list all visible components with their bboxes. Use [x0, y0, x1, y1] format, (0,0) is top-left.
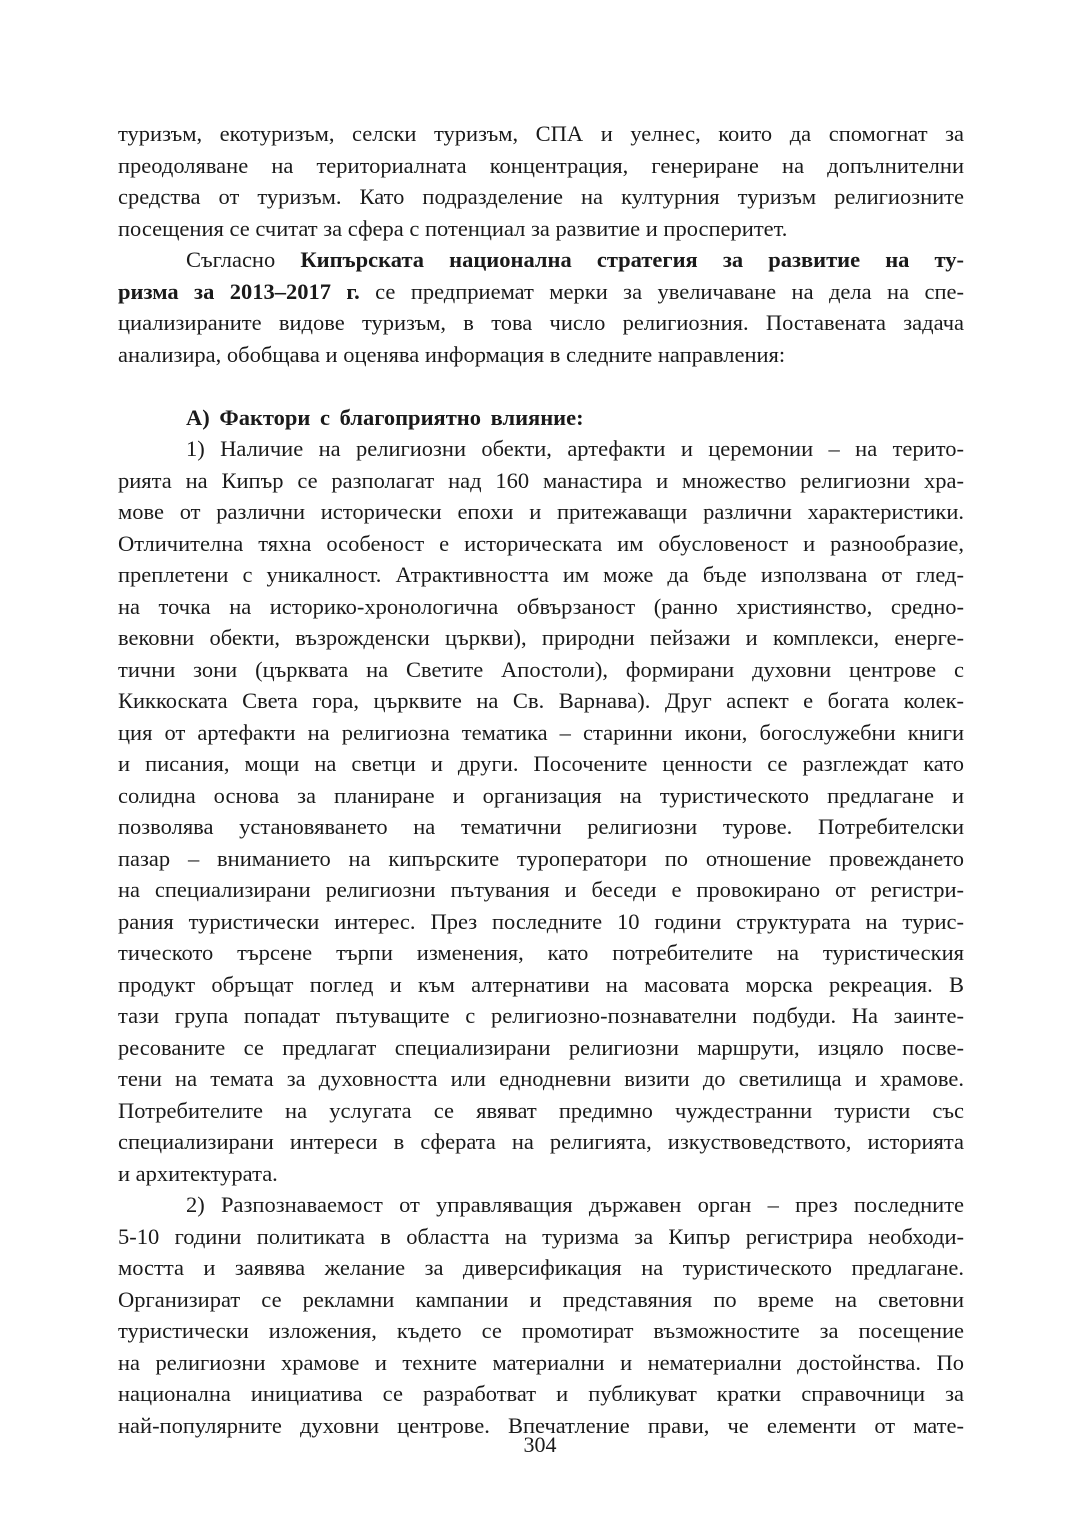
text-line: на специализирани религиозни пътувания и беседи е провокирано от регистри-: [118, 877, 964, 902]
text-line: [118, 276, 964, 308]
blank-line: [118, 370, 964, 402]
text-line: и писания, мощи на светци и други. Посочените ценности се разглеждат като: [118, 751, 964, 776]
text-line: позволява установяването на тематични религиозни турове. Потребителски: [118, 814, 964, 839]
text-line: на точка на историко-хронологична обвързаност (ранно християнство, средно-: [118, 593, 964, 619]
text-line: анализира, обобщава и оценява информация в следните направления:: [118, 341, 786, 367]
text-line: Отличителна тяхна особеност е историческата им обусловеност и разнообразие,: [118, 530, 964, 556]
strategy-title: Кипърската национална стратегия за развитие на ту-: [300, 247, 964, 272]
strategy-title-continued: ризма за 2013–2017 г.: [118, 278, 360, 304]
text-line: туристически изложения, където се промотират възможностите за посещение: [118, 1318, 964, 1343]
text-line: рания туристически интерес. През последните 10 години структурата на турис-: [118, 908, 964, 934]
text-line: на религиозни храмове и техните материални и нематериални достойнства. По: [118, 1349, 964, 1375]
text-line: Потребителите на услугата се явяват предимно чуждестранни туристи със: [118, 1097, 964, 1123]
paragraph-item-2: [118, 1189, 964, 1441]
text-line: 5-10 години политиката в областта на туризма за Кипър регистрира необходи-: [118, 1223, 964, 1249]
text-line: солидна основа за планиране и организация на туристическото предлагане и: [118, 782, 964, 808]
text-line: туризъм, екотуризъм, селски туризъм, СПА и уелнес, които да спомогнат за: [118, 121, 964, 146]
text-line: и архитектурата.: [118, 1160, 278, 1186]
text-line: тическото търсене търпи изменения, като потребителите на туристическия: [118, 940, 964, 965]
text-line: преплетени с уникалност. Атрактивността им може да бъде използвана от глед-: [118, 562, 964, 587]
text-line: продукт обръщат поглед и към алтернативи на масовата морска рекреация. В: [118, 971, 964, 997]
paragraph-strategy: [118, 244, 964, 370]
text-line: 1) Наличие на религиозни обекти, артефакти и церемонии – на терито-: [186, 436, 964, 461]
text-line: ресованите се предлагат специализирани религиозни маршрути, изцяло посве-: [118, 1034, 964, 1060]
text-line: 2) Разпознаваемост от управляващия държавен орган – през последните: [186, 1192, 964, 1217]
text-line: тази група попадат пътуващите с религиозно-познавателни подбуди. На заинте-: [118, 1003, 964, 1028]
text-line: най-популярните духовни центрове. Впечатление прави, че елементи от мате-: [118, 1412, 964, 1438]
text-line: ция от артефакти на религиозна тематика – старинни икони, богослужебни книги: [118, 719, 964, 745]
text-line: посещения се считат за сфера с потенциал за развитие и просперитет.: [118, 215, 788, 241]
text-line: пазар – вниманието на кипърските туроператори по отношение провеждането: [118, 845, 964, 871]
page-body: [118, 118, 964, 1441]
section-heading: А) Фактори с благоприятно влияние:: [186, 404, 584, 430]
text-line: мове от различни исторически епохи и притежаващи различни характеристики.: [118, 499, 964, 524]
text-line: средства от туризъм. Като подразделение на културния туризъм религиозните: [118, 184, 964, 209]
paragraph-intro: [118, 118, 964, 244]
text-line: специализирани интереси в сферата на религията, изкуствоведството, историята: [118, 1129, 964, 1154]
text-line: национална инициатива се разработват и публикуват кратки справочници за: [118, 1381, 964, 1406]
text-fragment: се предприемат мерки за увеличаване на дела на спе-: [359, 278, 964, 304]
text-line: [118, 244, 964, 276]
text-line: рията на Кипър се разполагат над 160 манастира и множество религиозни хра-: [118, 467, 964, 493]
text-fragment: Съгласно: [186, 247, 301, 272]
text-line: Киккоската Света гора, църквите на Св. Варнава). Друг аспект е богата колек-: [118, 688, 964, 713]
text-line: Организират се рекламни кампании и представяния по време на световни: [118, 1286, 964, 1312]
paragraph-item-1: [118, 433, 964, 1189]
text-line: тични зони (църквата на Светите Апостоли), формирани духовни центрове с: [118, 656, 964, 682]
text-line: преодоляване на териториалната концентрация, генериране на допълнителни: [118, 152, 964, 178]
text-line: мостта и заявява желание за диверсификация на туристическото предлагане.: [118, 1255, 964, 1280]
text-line: циализираните видове туризъм, в това число религиозния. Поставената задача: [118, 310, 964, 335]
text-line: тени на темата за духовността или еднодневни визити до светилища и храмове.: [118, 1066, 964, 1091]
text-line: вековни обекти, възрожденски църкви), природни пейзажи и комплекси, енерге-: [118, 625, 964, 650]
page-number: 304: [523, 1432, 557, 1457]
